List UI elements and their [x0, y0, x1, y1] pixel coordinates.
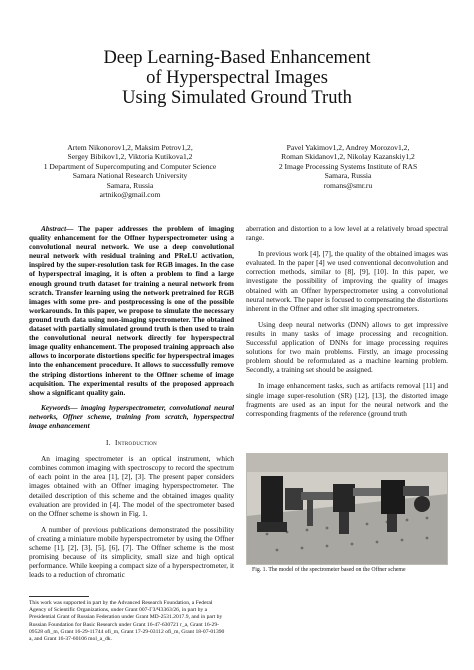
author-email: artniko@gmail.com [99, 190, 161, 200]
body-paragraph: In image enhancement tasks, such as artifacts removal [11] and single image super-resolution (SR) [12], [13], the distorted image fragments are used as an input for the neural network and the corresponding fragments of the reference (ground truth [246, 381, 448, 418]
keywords-text: — imaging hyperspectrometer, convolutional neural networks, Offner scheme, training from scratch, hyperspectral image enhancement [29, 402, 234, 430]
body-paragraph: In previous work [4], [7], the quality of the obtained images was evaluated. In the paper [4] we used conventional deconvolution and correction methods, similar to [8], [9], [10]. In this paper, we investigate the possibility of improving the quality of images obtained with an Offner hyperspectrometer using a convolutional neural network. The paper is focused to compensating the distortions inherent in the Offner and other slit imaging spectrometers. [246, 249, 448, 313]
author-names: Artem Nikonorov1,2, Maksim Petrov1,2, [67, 143, 193, 152]
author-names: Pavel Yakimov1,2, Andrey Morozov1,2, [286, 143, 410, 152]
author-city: Samara, Russia [324, 171, 372, 181]
affiliation: 1 Department of Supercomputing and Computer Science [43, 161, 217, 171]
spectrometer-photo-graphic [247, 454, 447, 564]
right-column [246, 224, 448, 418]
author-block-right [248, 143, 448, 190]
spectrometer-photo [246, 453, 448, 565]
author-names: Roman Skidanov1,2, Nikolay Kazanskiy1,2 [281, 152, 415, 162]
paper-title [40, 48, 434, 108]
abstract [29, 224, 234, 397]
section-title: Introduction [114, 439, 158, 448]
abstract-text: — The paper addresses the problem of imaging quality enhancement for the Offner hyperspectrometer using a convolutional neural network. We use a deep convolutional neural network with residual training and PReLU activation, inspired by the super-resolution task for RGB images. In the case of hyperspectral imaging, it is often a problem to find a large enough ground truth dataset for training a neural network from scratch. Transfer learning using the network pretrained for RGB images with some pre- and postprocessing is one of the possible workarounds. In this paper, we propose to simulate the necessary ground truth data using non-imaging spectrometer. The obtained dataset with partially simulated ground truth is then used to train the convolutional neural network directly for hyperspectral image quality enhancement. The proposed training approach also allows to incorporate distortions specific for hyperspectral images into the enhancement procedure. It allows to successfully remove the striping distortions inherent to the Offner scheme of image acquisition. The experimental results of the proposed approach show a significant quality gain. [29, 224, 234, 397]
body-paragraph: A number of previous publications demonstrated the possibility of creating a miniature mobile hyperspectrometer by using the Offner scheme [1], [2], [3], [5], [6], [7]. The Offner scheme is the most promising because of its simplicity, small size and high optical performance. While keeping a compact size of a hyperspectrometer, it leads to a reduction of chromatic [29, 524, 234, 580]
body-paragraph: An imaging spectrometer is an optical instrument, which combines common imaging with spectroscopy to record the spectrum of each point in the area [1], [2], [3]. The present paper considers images obtained with an Offner imaging hyperspectrometer. The detailed description of this scheme and the obtained images quality evaluation are provided in [4]. The model of the spectrometer based on the Offner scheme is shown in Fig. 1. [29, 454, 234, 518]
footnote-rule [29, 596, 89, 597]
body-paragraph: aberration and distortion to a low level at a relatively broad spectral range. [246, 224, 448, 243]
body-paragraph: Using deep neural networks (DNN) allows to get impressive results in many tasks of image processing and recognition. Successful application of DNNs for image processing requires solutions for two main problems. Firstly, an image processing problem should be reformulated as a machine learning problem. Secondly, a training set should be assigned. [246, 319, 448, 375]
title-line-1: Deep Learning-Based Enhancement [103, 48, 371, 68]
footnote: This work was supported in part by the Advanced Research Foundation, a Federal Agency of Scientific Organizations, under Grant 007-ГЗ/Ч3363/26, in part by a Presidential Grant of Russian Federation under Grant MD-2531.2017.9, and in part by Russian Foundation for Basic Research under Grant 16-47-630721 r_a, Grant 16-29-09528 ofi_m, Grant 16-29-11744 ofi_m, Grant 17-29-03112 ofi_m, Grant 18-07-01390 a, and Grant 16-37-60106 mol_a_dk. [29, 600, 225, 643]
title-line-2: of Hyperspectral Images [146, 68, 328, 88]
abstract-lead: Abstract [41, 224, 67, 233]
author-names: Sergey Bibikov1,2, Viktoria Kutikova1,2 [67, 152, 193, 162]
figure-caption: Fig. 1. The model of the spectrometer based on the Offner scheme [252, 567, 406, 573]
affiliation: 2 Image Processing Systems Institute of RAS [278, 161, 418, 171]
author-email: romans@smr.ru [323, 180, 373, 190]
affiliation: Samara National Research University [72, 171, 188, 181]
author-city: Samara, Russia [106, 180, 154, 190]
keywords-lead: Keywords [41, 402, 71, 412]
section-number: I. [105, 439, 111, 448]
section-heading [29, 439, 234, 448]
left-column [29, 224, 234, 579]
keywords [29, 403, 234, 430]
author-block-left [20, 143, 240, 199]
title-line-3: Using Simulated Ground Truth [122, 88, 352, 108]
